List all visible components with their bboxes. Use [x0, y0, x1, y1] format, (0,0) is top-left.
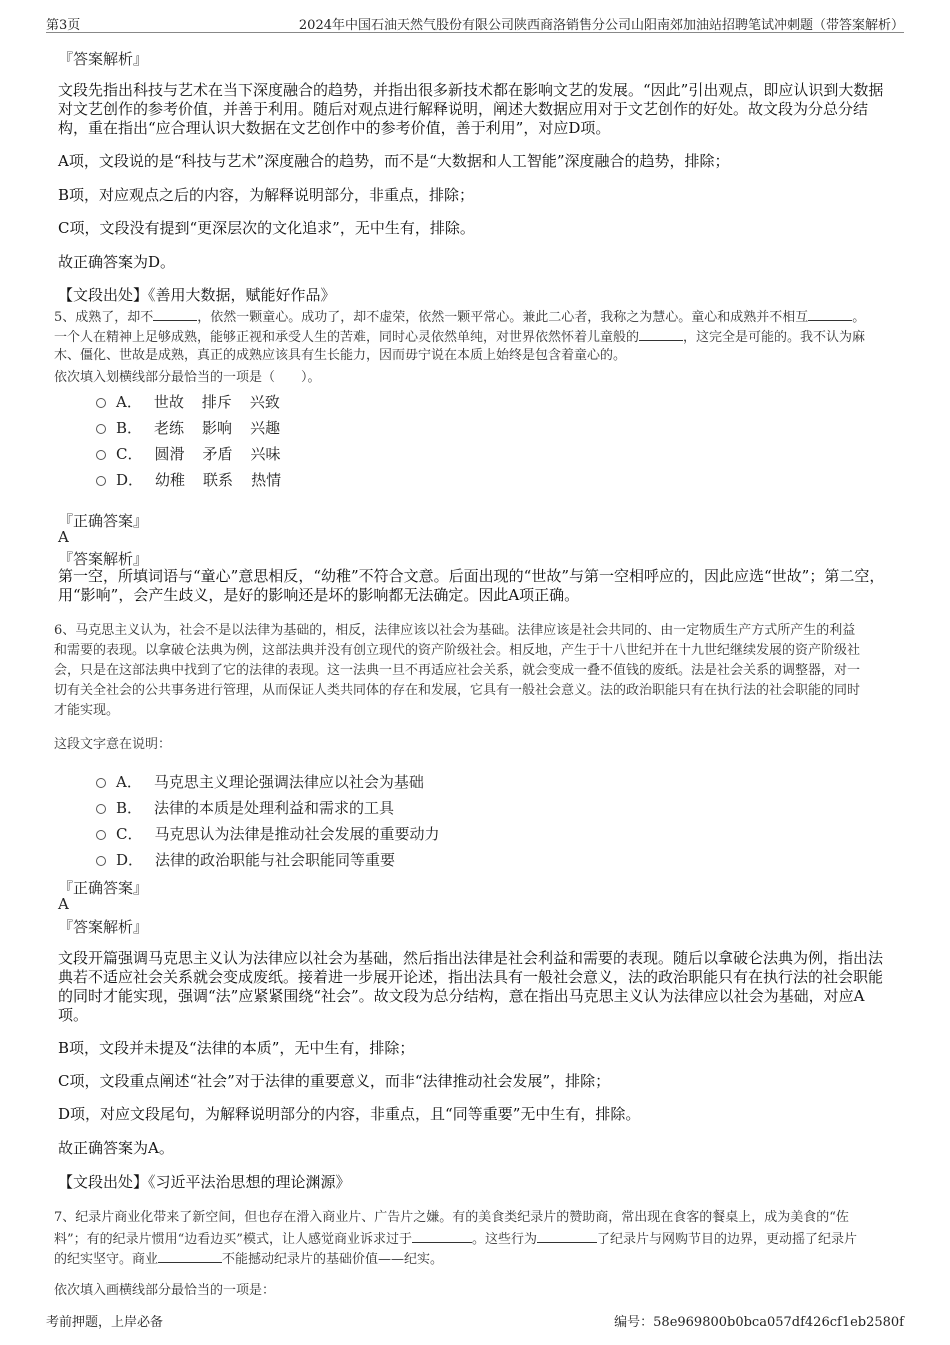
document-title: 2024年中国石油天然气股份有限公司陕西商洛销售分公司山阳南郊加油站招聘笔试冲刺题（带答案解析） — [298, 18, 904, 33]
q6-note-d: D项，对应文段尾句，为解释说明部分的内容，非重点，且“同等重要”无中生有，排除。 — [58, 1105, 641, 1123]
q5-prompt: 依次填入划横线部分最恰当的一项是（ ）。 — [54, 370, 321, 385]
q4-analysis-text: 文段先指出科技与艺术在当下深度融合的趋势，并指出很多新技术都在影响文艺的发展。“因此”引出观点，即应认识到大数据对文艺创作的参考价值，并善于利用。随后对观点进行解释说明，阐述大数据应用对于文艺创作的好处。故文段为分总分结构，重在指出“应合理认识大数据在文艺创作中的参考价值，善于利用”，对应D项。 — [58, 81, 884, 137]
radio-icon[interactable] — [96, 830, 106, 840]
option-word: 矛盾 — [202, 445, 233, 463]
q5-stem-line3: 木、僵化、世故是成熟，真正的成熟应该具有生长能力，因而毋宁说在本质上始终是包含着童心的。 — [54, 348, 627, 363]
option-word: 兴致 — [249, 393, 280, 411]
option-word: 影响 — [202, 419, 233, 437]
q5-answer-label: 『正确答案』 — [58, 512, 149, 530]
q7-text-segment: 的纪实坚守。商业 — [54, 1252, 159, 1267]
option-text: 法律的本质是处理利益和需求的工具 — [154, 799, 395, 817]
radio-icon[interactable] — [96, 476, 106, 486]
q6-stem-line5: 才能实现。 — [54, 703, 120, 718]
q6-stem-line3: 会，只是在这部法典中找到了它的法律的表现。这一法典一旦不再适应社会关系，就会变成一叠不值钱的废纸。法是社会关系的调整器，对一 — [54, 663, 861, 678]
option-letter: D． — [116, 851, 144, 869]
option-letter: B． — [116, 419, 143, 437]
option-letter: C． — [116, 445, 143, 463]
q7-stem-line3 — [54, 1248, 443, 1270]
radio-icon[interactable] — [96, 424, 106, 434]
q4-note-b: B项，对应观点之后的内容，为解释说明部分，非重点，排除； — [58, 186, 475, 204]
q6-note-b: B项，文段并未提及“法律的本质”，无中生有，排除； — [58, 1039, 415, 1057]
q6-option-b[interactable] — [96, 797, 394, 818]
radio-icon[interactable] — [96, 398, 106, 408]
q6-stem-line1: 6、马克思主义认为，社会不是以法律为基础的，相反，法律应该以社会为基础。法律应该是社会共同的、由一定物质生产方式所产生的利益 — [54, 623, 856, 638]
option-letter: D． — [116, 471, 144, 489]
q7-text-segment: 料”；有的纪录片惯用“边看边买”模式，让人感觉商业诉求过于 — [54, 1232, 412, 1247]
q7-text-segment: 不能撼动纪录片的基础价值——纪实。 — [222, 1252, 444, 1267]
q4-note-a: A项，文段说的是“科技与艺术”深度融合的趋势，而不是“大数据和人工智能”深度融合的趋势，排除； — [58, 152, 730, 170]
q6-analysis-label: 『答案解析』 — [58, 918, 149, 936]
option-text: 马克思主义理论强调法律应以社会为基础 — [153, 773, 424, 791]
q5-text-segment: 。 — [852, 310, 866, 325]
q6-note-c: C项，文段重点阐述“社会”对于法律的重要意义，而非“法律推动社会发展”，排除； — [58, 1072, 611, 1090]
q5-analysis-line2: 用“影响”，会产生歧义，是好的影响还是坏的影响都无法确定。因此A项正确。 — [58, 586, 580, 604]
footer-slogan: 考前押题，上岸必备 — [46, 1315, 164, 1330]
q6-option-a[interactable] — [96, 771, 424, 792]
q5-answer: A — [58, 528, 69, 546]
q5-option-a[interactable] — [96, 391, 298, 412]
option-letter: A． — [116, 393, 142, 411]
option-letter: A． — [116, 773, 142, 791]
q7-stem-line2 — [54, 1228, 857, 1250]
q7-blank-2 — [537, 1228, 597, 1243]
q7-blank-1 — [412, 1228, 472, 1243]
option-word: 兴味 — [250, 445, 281, 463]
option-word: 热情 — [251, 471, 282, 489]
q6-stem-line2: 和需要的表现。以拿破仑法典为例，这部法典并没有创立现代的资产阶级社会。相反地，产生于十八世纪并在十九世纪继续发展的资产阶级社 — [54, 643, 861, 658]
q7-prompt: 依次填入画横线部分最恰当的一项是： — [54, 1283, 276, 1298]
option-word: 幼稚 — [155, 471, 186, 489]
q5-stem-line2 — [54, 326, 865, 348]
q5-text-segment: ，依然一颗童心。成功了，却不虚荣，依然一颗平常心。兼此二心者，我称之为慧心。童心和成熟并不相互 — [197, 310, 809, 325]
q6-answer-label: 『正确答案』 — [58, 879, 149, 897]
q5-stem-line1 — [54, 306, 865, 328]
option-text: 法律的政治职能与社会职能同等重要 — [155, 851, 396, 869]
q5-text-segment: 一个人在精神上足够成熟，能够正视和承受人生的苦难，同时心灵依然单纯，对世界依然怀着儿童般的 — [54, 330, 640, 345]
page-header — [46, 10, 904, 33]
q5-text-segment: ，这完全是可能的。我不认为麻 — [683, 330, 866, 345]
q5-option-d[interactable] — [96, 469, 299, 490]
option-word: 联系 — [203, 471, 234, 489]
q7-text-segment: 了纪录片与网购节目的边界，更动摇了纪录片 — [596, 1232, 857, 1247]
q4-note-c: C项，文段没有提到“更深层次的文化追求”，无中生有，排除。 — [58, 219, 475, 237]
radio-icon[interactable] — [96, 804, 106, 814]
q5-option-c[interactable] — [96, 443, 299, 464]
q7-stem-line1: 7、纪录片商业化带来了新空间，但也存在滑入商业片、广告片之嫌。有的美食类纪录片的赞助商，常出现在食客的餐桌上，成为美食的“佐 — [54, 1210, 849, 1225]
option-word: 排斥 — [201, 393, 232, 411]
radio-icon[interactable] — [96, 856, 106, 866]
q4-source: 【文段出处】《善用大数据，赋能好作品》 — [58, 286, 336, 304]
q5-blank-1 — [153, 306, 197, 321]
option-letter: C． — [116, 825, 143, 843]
q5-analysis-line1: 第一空，所填词语与“童心”意思相反，“幼稚”不符合文意。后面出现的“世故”与第一空相呼应的，因此应选“世故”；第二空， — [58, 567, 885, 585]
option-word: 世故 — [153, 393, 184, 411]
q7-blank-3 — [158, 1248, 222, 1263]
option-word: 圆滑 — [154, 445, 185, 463]
q6-source: 【文段出处】《习近平法治思想的理论渊源》 — [58, 1173, 351, 1191]
q6-prompt: 这段文字意在说明： — [54, 737, 172, 752]
option-word: 老练 — [154, 419, 185, 437]
q6-conclusion: 故正确答案为A。 — [58, 1139, 174, 1157]
q6-stem-line4: 切有关全社会的公共事务进行管理，从而保证人类共同体的存在和发展，它具有一般社会意义。法的政治职能只有在执行法的社会职能的同时 — [54, 683, 861, 698]
q5-option-b[interactable] — [96, 417, 298, 438]
q5-blank-3 — [639, 326, 683, 341]
option-word: 兴趣 — [250, 419, 281, 437]
q4-conclusion: 故正确答案为D。 — [58, 253, 176, 271]
footer-id: 编号：58e969800b0bca057df426cf1eb2580f — [614, 1315, 904, 1330]
option-letter: B． — [116, 799, 143, 817]
q6-analysis-text: 文段开篇强调马克思主义认为法律应以社会为基础，然后指出法律是社会利益和需要的表现。随后以拿破仑法典为例，指出法典若不适应社会关系就会变成废纸。接着进一步展开论述，指出法具有一般社会意义，法的政治职能只有在执行法的社会职能的同时才能实现，强调“法”应紧紧围绕“社会”。故文段为总分结构，意在指出马克思主义认为法律应以社会为基础，对应A项。 — [58, 949, 884, 1024]
q4-analysis-label: 『答案解析』 — [58, 50, 149, 68]
q6-option-c[interactable] — [96, 823, 440, 844]
radio-icon[interactable] — [96, 778, 106, 788]
q5-blank-2 — [808, 306, 852, 321]
q5-analysis-label: 『答案解析』 — [58, 550, 149, 568]
page-number: 第3页 — [46, 18, 81, 33]
q7-text-segment: 。这些行为 — [471, 1232, 537, 1247]
radio-icon[interactable] — [96, 450, 106, 460]
option-text: 马克思认为法律是推动社会发展的重要动力 — [154, 825, 440, 843]
q6-option-d[interactable] — [96, 849, 395, 870]
q5-text-segment: 5、成熟了，却不 — [54, 310, 154, 325]
q6-answer: A — [58, 895, 69, 913]
